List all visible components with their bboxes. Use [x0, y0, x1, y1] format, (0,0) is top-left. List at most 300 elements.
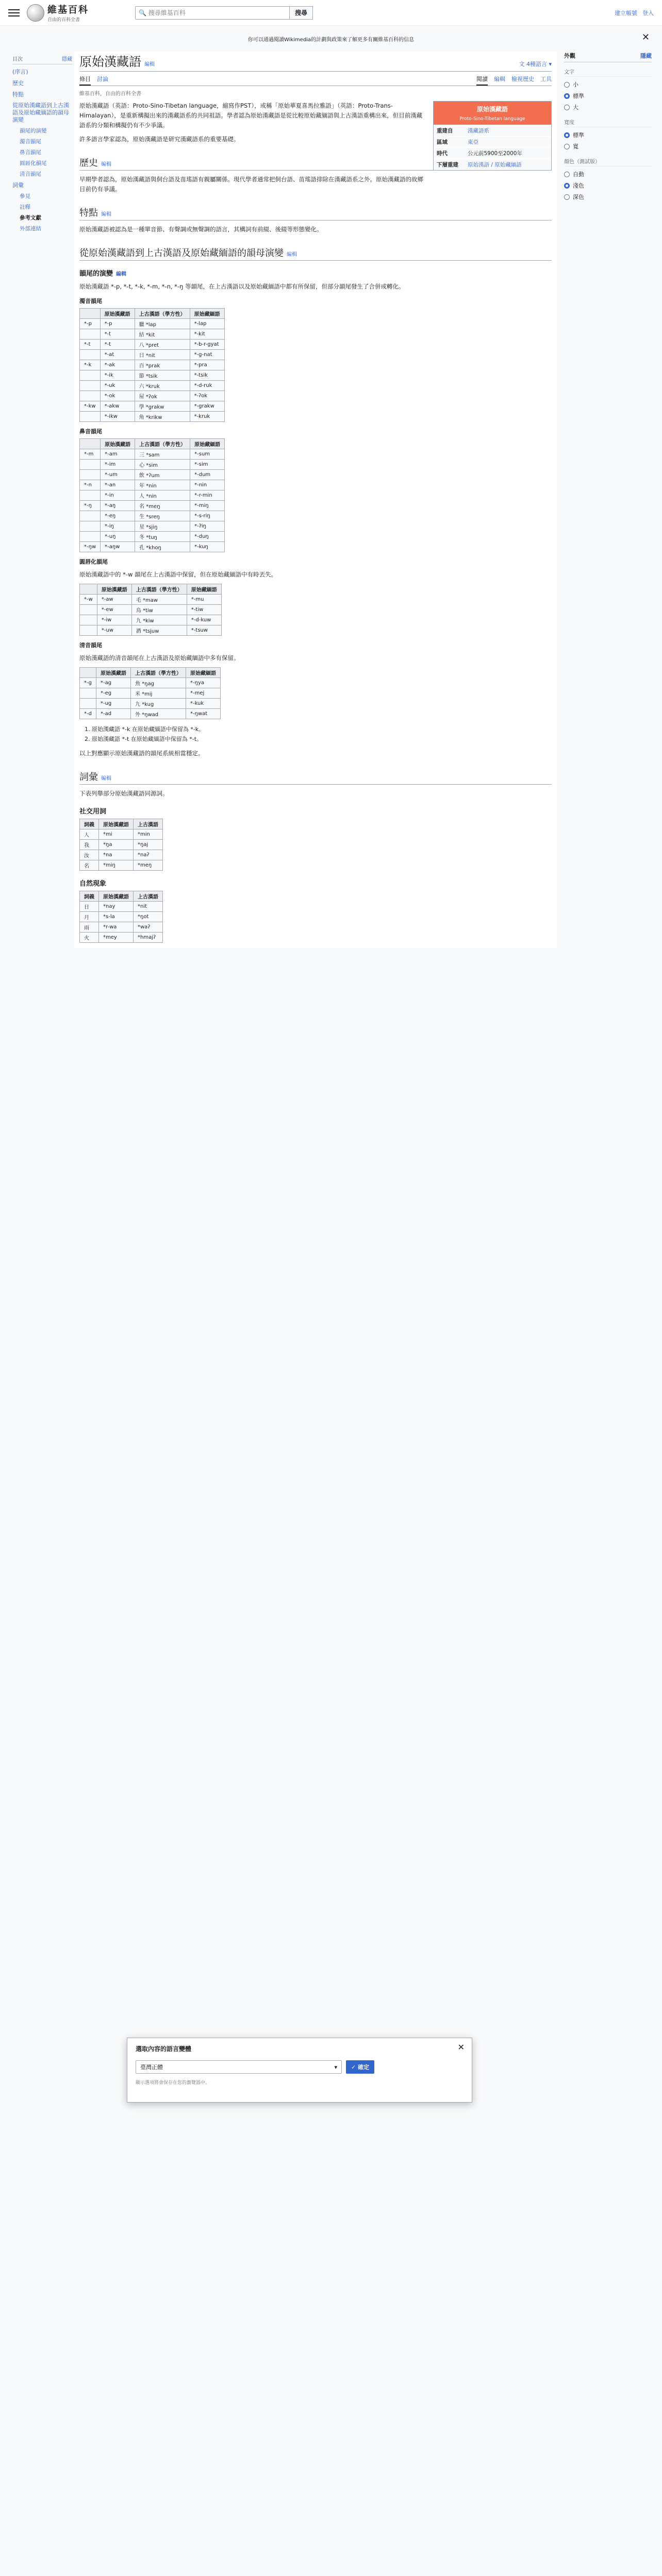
table-header: 原始藏緬語: [187, 584, 221, 594]
table-cell: 角 *krikw: [135, 411, 190, 421]
table-cell: *-ew: [97, 604, 131, 615]
table-cell: *-mej: [186, 688, 220, 698]
table-cell: 年 *nin: [135, 480, 190, 490]
table-row: [80, 411, 225, 421]
toc-item[interactable]: 註釋: [20, 204, 30, 210]
table-row: [80, 521, 225, 531]
toc-item[interactable]: 參見: [20, 193, 30, 199]
tab-talk[interactable]: 討論: [97, 76, 108, 82]
table-cell: *-akw: [100, 401, 135, 411]
table-cell: *-g-nat: [190, 349, 224, 360]
social-words-table: [79, 819, 163, 871]
table-cell: [80, 521, 101, 531]
table-cell: *-p: [100, 318, 135, 329]
table-cell: *s-la: [99, 912, 134, 922]
table-cell: 月: [80, 912, 99, 922]
table-row: [80, 625, 222, 635]
infobox-title: 原始漢藏語: [434, 101, 551, 116]
toc-item[interactable]: 特點: [12, 91, 24, 98]
table-header: [80, 667, 96, 677]
table-row: [80, 698, 221, 708]
table-cell: *-ŋya: [186, 677, 220, 688]
infobox-value[interactable]: 東亞: [468, 139, 478, 145]
edit-link[interactable]: 編輯: [101, 211, 111, 217]
table-cell: *-ok: [100, 391, 135, 401]
table-cell: *miŋ: [99, 860, 134, 871]
table-cell: *-m: [80, 449, 101, 459]
table-row: [80, 360, 225, 370]
table-header: [80, 584, 97, 594]
table-cell: *-w: [80, 594, 97, 604]
table-header: 上古漢語（學方性）: [131, 584, 187, 594]
edit-link[interactable]: 編輯: [144, 62, 155, 67]
table-cell: *-kuŋ: [190, 541, 225, 552]
table-cell: 結 *kit: [135, 329, 190, 339]
text-size-label: 文字: [564, 67, 652, 77]
nasal-coda-table: [79, 438, 225, 552]
radio-icon: [564, 132, 570, 138]
table-header: 原始漢藏語: [100, 308, 135, 318]
toc-item[interactable]: 從原始漢藏語到上古漢語及原始藏緬語的韻母演變: [12, 102, 69, 123]
table-cell: 米 *mij: [130, 688, 186, 698]
table-row: [80, 449, 225, 459]
logo-main: 維基百科: [47, 5, 89, 15]
tab-article[interactable]: 條目: [79, 75, 91, 86]
color-label: 顏色（測試版）: [564, 157, 652, 166]
section-lexicon: 詞彙 編輯: [79, 770, 552, 785]
table-cell: *-eg: [96, 688, 130, 698]
site-sub: 維基百科，自由的百科全書: [79, 91, 141, 97]
table-cell: *-duŋ: [190, 531, 225, 541]
table-cell: 百 *prak: [135, 360, 190, 370]
table-cell: *-d-kuw: [187, 615, 221, 625]
table-row: [80, 511, 225, 521]
radio-icon: [564, 172, 570, 177]
table-header: 上古漢語（學方性）: [135, 438, 190, 449]
table-header: 原始藏緬語: [190, 438, 225, 449]
table-row: [80, 500, 225, 511]
table-row: [80, 922, 163, 933]
table-cell: *-ʔiŋ: [190, 521, 225, 531]
table-cell: *-r-min: [190, 490, 225, 500]
table-cell: 毛 *maw: [131, 594, 187, 604]
radio-text-small[interactable]: 小: [564, 79, 652, 90]
table-cell: *na: [99, 850, 134, 860]
table-cell: 九 *kug: [130, 698, 186, 708]
table-cell: 名 *meŋ: [135, 500, 190, 511]
table-header: 原始漢藏語: [99, 819, 134, 829]
table-cell: *-um: [101, 469, 135, 480]
tab-read[interactable]: 閱讀: [476, 75, 488, 86]
table-cell: [80, 469, 101, 480]
table-header: 原始漢藏語: [96, 667, 130, 677]
after-paragraph: 以上對應顯示原始漢藏語的韻尾系統相當穩定。: [79, 750, 204, 757]
table-row: [80, 531, 225, 541]
table-header: 原始漢藏語: [99, 891, 134, 902]
appearance-title: 外觀: [564, 53, 575, 59]
clear-paragraph: 原始漢藏語的清音韻尾在上古漢語及原始藏緬語中多有保留。: [79, 654, 240, 662]
dialog-title: 選取內容的語言變體: [136, 2045, 192, 2053]
table-cell: *waʔ: [134, 922, 163, 933]
radio-icon: [564, 194, 570, 200]
table-cell: 鳥 *tiw: [131, 604, 187, 615]
table-cell: *-eŋ: [101, 511, 135, 521]
table-header: 原始漢藏語: [101, 438, 135, 449]
table-cell: *-at: [100, 349, 135, 360]
features-paragraph: 原始漢藏語被認為是一種單音節、有聲調或無聲調的語言，其構詞有前綴、後綴等形態變化。: [79, 225, 323, 233]
section-voiced: 濁音韻尾: [79, 297, 102, 304]
table-cell: *-ik: [100, 370, 135, 380]
section-clear: 清音韻尾: [79, 641, 102, 649]
edit-link[interactable]: 編輯: [116, 271, 127, 277]
table-cell: [80, 349, 101, 360]
table-row: [80, 840, 163, 850]
table-cell: *-ŋw: [80, 541, 101, 552]
section-coda: 韻尾的演變 編輯: [79, 269, 127, 278]
table-row: [80, 329, 225, 339]
table-row: [80, 318, 225, 329]
table-cell: 心 *sim: [135, 459, 190, 469]
table-row: [80, 677, 221, 688]
table-cell: *-miŋ: [190, 500, 225, 511]
table-row: [80, 860, 163, 871]
toc-item[interactable]: 韻尾的演變: [20, 127, 47, 134]
table-cell: 飲 *ʔum: [135, 469, 190, 480]
table-cell: *-kuk: [186, 698, 220, 708]
table-header: 原始漢藏語: [97, 584, 131, 594]
table-cell: 人 *nin: [135, 490, 190, 500]
table-cell: *-iw: [97, 615, 131, 625]
table-cell: 三 *sam: [135, 449, 190, 459]
table-cell: *mi: [99, 829, 134, 840]
table-cell: *-nin: [190, 480, 225, 490]
confirm-button[interactable]: ✓ 確定: [346, 2060, 374, 2074]
table-header: 上古漢語（學方性）: [130, 667, 186, 677]
table-cell: 日 *nit: [135, 349, 190, 360]
tab-tools[interactable]: 工具: [540, 76, 552, 82]
table-cell: *-n: [80, 480, 101, 490]
section-history: 歷史 編輯: [79, 156, 552, 171]
table-cell: 外 *ŋwad: [130, 708, 186, 719]
table-header: 上古漢語: [134, 891, 163, 902]
radio-color-light[interactable]: 淺色: [564, 180, 652, 191]
table-row: [80, 615, 222, 625]
close-icon[interactable]: ✕: [457, 2042, 465, 2052]
table-cell: *-in: [101, 490, 135, 500]
table-cell: *ŋaj: [134, 840, 163, 850]
table-cell: *-ʔok: [190, 391, 224, 401]
edit-link[interactable]: 編輯: [287, 251, 297, 258]
menu-icon[interactable]: [8, 9, 20, 16]
search-bar: [135, 6, 313, 20]
table-cell: *-lap: [190, 318, 224, 329]
intro-paragraph: 原始漢藏語（英語：Proto-Sino-Tibetan language，縮寫作PST），或稱「原始華夏喜馬拉雅語」（英語：Proto-Trans-Himalayan），是重新構擬出來的漢藏語系的共同祖語。學者認為原始漢藏語是從比較原始藏緬語與上古漢語重構出來，但目前漢藏語系的分類和構擬仍有不少爭議。: [79, 102, 423, 129]
table-cell: [80, 391, 101, 401]
table-cell: [80, 411, 101, 421]
table-cell: 我: [80, 840, 99, 850]
table-cell: *min: [134, 829, 163, 840]
appearance-panel: [564, 52, 652, 202]
table-row: [80, 370, 225, 380]
table-cell: *-tsuw: [187, 625, 221, 635]
table-cell: *-ikw: [100, 411, 135, 421]
table-cell: *naʔ: [134, 850, 163, 860]
toc-item[interactable]: 歷史: [12, 79, 24, 87]
table-cell: [80, 604, 97, 615]
radio-icon: [564, 144, 570, 149]
table-cell: *-iŋ: [101, 521, 135, 531]
section-social: 社交用詞: [79, 808, 107, 816]
top-header: [0, 0, 662, 26]
table-cell: 魚 *ŋag: [130, 677, 186, 688]
list-item: 1. 原始漢藏語 *-k 在原始藏緬語中保留為 *-k。: [92, 724, 552, 735]
table-row: [80, 933, 163, 943]
table-row: [80, 480, 225, 490]
table-cell: 冬 *tuŋ: [135, 531, 190, 541]
infobox: [433, 101, 552, 171]
table-row: [80, 380, 225, 391]
radio-color-auto[interactable]: 自動: [564, 168, 652, 180]
table-cell: *-s-riŋ: [190, 511, 225, 521]
table-row: [80, 688, 221, 698]
login-link[interactable]: 登入: [642, 9, 654, 16]
table-cell: 火: [80, 933, 99, 943]
section-features: 特點 編輯: [79, 206, 552, 221]
table-row: [80, 349, 225, 360]
table-cell: [80, 511, 101, 521]
infobox-key: 時代: [437, 150, 448, 157]
create-account-link[interactable]: 建立帳號: [615, 9, 637, 16]
table-cell: *-uk: [100, 380, 135, 391]
table-row: [80, 850, 163, 860]
search-input[interactable]: 🔍 搜尋維基百科: [135, 6, 290, 20]
table-cell: 日: [80, 902, 99, 912]
page-tabs: [79, 75, 552, 86]
round-paragraph: 原始漢藏語中的 *-w 韻尾在上古漢語中保留，但在原始藏緬語中有時丟失。: [79, 570, 277, 578]
radio-text-standard[interactable]: 標準: [564, 90, 652, 101]
table-cell: *-dum: [190, 469, 225, 480]
radio-color-dark[interactable]: 深色: [564, 191, 652, 202]
table-cell: 九 *kiw: [131, 615, 187, 625]
radio-icon: [564, 93, 570, 99]
user-links: [615, 9, 654, 17]
lexicon-paragraph: 下表列舉部分原始漢藏語同源詞。: [79, 790, 169, 798]
table-row: [80, 829, 163, 840]
width-label: 寬度: [564, 118, 652, 127]
table-row: [80, 912, 163, 922]
toc-item[interactable]: (序言): [12, 69, 28, 75]
table-cell: *-t: [100, 329, 135, 339]
table-cell: *hmajʔ: [134, 933, 163, 943]
table-cell: *-k: [80, 360, 101, 370]
tab-history[interactable]: 檢視歷史: [511, 76, 534, 82]
table-cell: *-ŋwat: [186, 708, 220, 719]
table-row: [80, 490, 225, 500]
radio-icon: [564, 82, 570, 88]
table-cell: *-aŋ: [101, 500, 135, 511]
table-cell: *-t: [100, 339, 135, 349]
infobox-key: 重建自: [437, 128, 453, 134]
infobox-key: 下層重建: [437, 162, 458, 168]
edit-link[interactable]: 編輯: [101, 161, 111, 167]
table-cell: *ŋot: [134, 912, 163, 922]
article-content: [74, 52, 557, 948]
globe-icon: [27, 4, 44, 22]
table-row: [80, 469, 225, 480]
table-cell: [80, 490, 101, 500]
table-cell: *-ad: [96, 708, 130, 719]
table-cell: *-am: [101, 449, 135, 459]
table-cell: [80, 688, 96, 698]
table-cell: *-ag: [96, 677, 130, 688]
language-variant-dialog: [127, 2038, 472, 2103]
table-cell: 汝: [80, 850, 99, 860]
table-cell: *-an: [101, 480, 135, 490]
table-cell: 孔 *khoŋ: [135, 541, 190, 552]
toc-label: 目次: [12, 57, 23, 62]
infobox-sub: Proto-Sino-Tibetan language: [434, 116, 551, 125]
table-cell: *-ug: [96, 698, 130, 708]
infobox-value: 公元前5900至2000年: [468, 150, 522, 157]
language-button[interactable]: 文 4種語言 ▾: [519, 61, 552, 67]
round-coda-table: [79, 584, 222, 636]
tab-edit[interactable]: 編輯: [494, 76, 505, 82]
toc-item[interactable]: 參考文獻: [20, 215, 41, 222]
table-cell: 屋 *ʔok: [135, 391, 190, 401]
table-cell: [80, 625, 97, 635]
search-button[interactable]: 搜尋: [290, 6, 313, 20]
table-cell: *-sim: [190, 459, 225, 469]
infobox-value[interactable]: 漢藏語系: [468, 128, 489, 134]
radio-icon: [564, 183, 570, 189]
table-cell: *mey: [99, 933, 134, 943]
table-cell: 生 *sreŋ: [135, 511, 190, 521]
section-nature: 自然現象: [79, 880, 107, 888]
radio-width-standard[interactable]: 標準: [564, 129, 652, 141]
table-header: 詞義: [80, 819, 99, 829]
radio-text-large[interactable]: 大: [564, 101, 652, 113]
table-cell: *-kit: [190, 329, 224, 339]
infobox-key: 區域: [437, 139, 448, 145]
section-nasal: 鼻音韻尾: [79, 428, 102, 435]
table-cell: *-mu: [187, 594, 221, 604]
site-notice: 你可以通過閱讀Wikimedia的計劃與政策來了解更多有關維基百科的信息 ✕: [247, 32, 650, 43]
table-cell: *ŋa: [99, 840, 134, 850]
coda-paragraph: 原始漢藏語 *-p, *-t, *-k, *-m, *-n, *-ŋ 等韻尾，在上古漢語以及原始藏緬語中都有所保留，但部分韻尾發生了合併或轉化。: [79, 282, 405, 290]
table-cell: 雨: [80, 922, 99, 933]
table-cell: *-pra: [190, 360, 224, 370]
toc-item[interactable]: 外部連結: [20, 226, 41, 232]
section-round: 圓唇化韻尾: [79, 558, 108, 565]
table-cell: *-d-ruk: [190, 380, 224, 391]
table-row: [80, 902, 163, 912]
table-cell: [80, 698, 96, 708]
table-row: [80, 604, 222, 615]
close-icon[interactable]: ✕: [641, 32, 650, 43]
table-header: 原始藏緬語: [186, 667, 220, 677]
table-cell: *-uŋ: [101, 531, 135, 541]
nature-words-table: [79, 891, 163, 943]
radio-icon: [564, 105, 570, 110]
table-cell: [80, 531, 101, 541]
radio-width-wide[interactable]: 寬: [564, 141, 652, 152]
table-cell: *meŋ: [134, 860, 163, 871]
toc-item[interactable]: 鼻音韻尾: [20, 149, 41, 156]
edit-link[interactable]: 編輯: [101, 776, 111, 782]
table-cell: [80, 380, 101, 391]
table-cell: 八 *pret: [135, 339, 190, 349]
table-row: [80, 594, 222, 604]
toc-item[interactable]: 詞彙: [12, 182, 24, 189]
table-cell: 人: [80, 829, 99, 840]
infobox-value[interactable]: 原始漢語 / 原始藏緬語: [468, 162, 522, 168]
search-icon: 🔍: [139, 9, 148, 16]
table-cell: *-tiw: [187, 604, 221, 615]
table-header: [80, 308, 101, 318]
section-rhyme: 從原始漢藏語到上古漢語及原始藏緬語的韻母演變 編輯: [79, 246, 552, 261]
appearance-hide-button[interactable]: 隱藏: [640, 53, 652, 59]
table-cell: *-grakw: [190, 401, 224, 411]
finding-list: [92, 724, 552, 745]
table-cell: *-aw: [97, 594, 131, 604]
table-cell: *-b-r-gyat: [190, 339, 224, 349]
table-cell: [80, 329, 101, 339]
toc-hide-button[interactable]: 隱藏: [62, 57, 72, 62]
voiced-coda-table: [79, 308, 225, 422]
table-row: [80, 401, 225, 411]
table-cell: [80, 615, 97, 625]
chevron-down-icon: ▾: [334, 2063, 337, 2071]
table-cell: *-im: [101, 459, 135, 469]
table-row: [80, 459, 225, 469]
table-cell: *-kw: [80, 401, 101, 411]
table-cell: 學 *grakw: [135, 401, 190, 411]
check-icon: ✓: [351, 2063, 358, 2071]
toc-item[interactable]: 圓唇化韻尾: [20, 160, 47, 166]
table-header: 原始藏緬語: [190, 308, 224, 318]
table-row: [80, 391, 225, 401]
variant-select[interactable]: 臺灣正體 ▾: [136, 2060, 342, 2074]
page-title: 原始漢藏語 編輯: [79, 55, 155, 69]
site-logo[interactable]: [27, 3, 114, 23]
table-row: [80, 708, 221, 719]
table-cell: *-tsik: [190, 370, 224, 380]
table-cell: *-sum: [190, 449, 225, 459]
table-header: 上古漢語: [134, 819, 163, 829]
table-cell: 六 *kruk: [135, 380, 190, 391]
toc-item[interactable]: 濁音韻尾: [20, 138, 41, 145]
toc-sidebar: [12, 52, 72, 234]
table-cell: *-t: [80, 339, 101, 349]
table-cell: *-g: [80, 677, 96, 688]
table-cell: *-ak: [100, 360, 135, 370]
table-cell: [80, 459, 101, 469]
table-cell: *-aŋw: [101, 541, 135, 552]
table-cell: *nit: [134, 902, 163, 912]
table-header: [80, 438, 101, 449]
clear-coda-table: [79, 667, 221, 719]
table-cell: *-ŋ: [80, 500, 101, 511]
table-cell: 名: [80, 860, 99, 871]
history-paragraph: 早期學者認為，原始漢藏語與侗台語及苗瑤語有親屬關係。現代學者通常把侗台語、苗瑤語排除在漢藏語系之外。原始漢藏語的故鄉目前仍有爭議。: [79, 175, 423, 193]
table-cell: 星 *sjiŋ: [135, 521, 190, 531]
table-cell: *-uw: [97, 625, 131, 635]
table-cell: *r-wa: [99, 922, 134, 933]
toc-item[interactable]: 清音韻尾: [20, 171, 41, 177]
table-cell: *-p: [80, 318, 101, 329]
table-cell: *-kruk: [190, 411, 224, 421]
table-cell: *nay: [99, 902, 134, 912]
